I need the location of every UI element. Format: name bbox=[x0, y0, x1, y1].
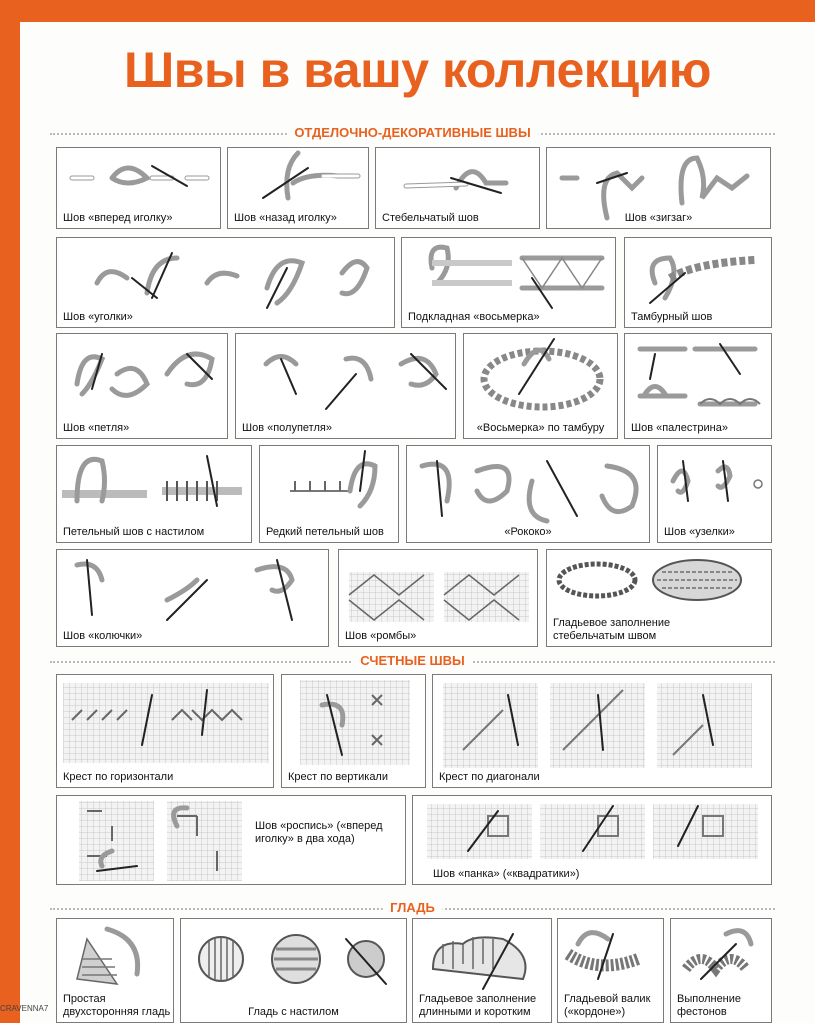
section-counted-label: СЧЕТНЫЕ ШВЫ bbox=[352, 653, 472, 669]
stitch-panel-rococo bbox=[406, 445, 650, 543]
stitch-panel-satin-simple bbox=[56, 918, 174, 1023]
stitch-panel-buttonhole-padded bbox=[56, 445, 252, 543]
top-orange-band bbox=[0, 0, 815, 22]
page-title: Швы в вашу коллекцию bbox=[124, 42, 711, 98]
stitch-caption: Петельный шов с настилом bbox=[63, 526, 205, 538]
stitch-caption: «Восьмерка» по тамбуру bbox=[476, 422, 605, 434]
left-orange-band bbox=[0, 0, 20, 1023]
stitch-panel-backstitch bbox=[227, 147, 369, 229]
stitch-caption: Шов «полупетля» bbox=[242, 422, 332, 434]
stitch-caption: Стебельчатый шов bbox=[382, 212, 479, 224]
section-decorative-label: ОТДЕЛОЧНО-ДЕКОРАТИВНЫЕ ШВЫ bbox=[286, 125, 538, 141]
stitch-panel-stem-fill bbox=[546, 549, 772, 647]
stitch-panel-figure-eight-chain bbox=[463, 333, 618, 439]
stitch-caption: Шов «зигзаг» bbox=[624, 212, 693, 224]
stitch-panel-zigzag bbox=[546, 147, 771, 229]
stitch-caption: Редкий петельный шов bbox=[266, 526, 384, 538]
section-satin-label: ГЛАДЬ bbox=[382, 900, 443, 916]
stitch-caption: «Рококо» bbox=[504, 526, 552, 538]
stitch-panel-satin-long-short bbox=[412, 918, 552, 1023]
stitch-panel-running bbox=[56, 147, 221, 229]
stitch-panel-half-loop bbox=[235, 333, 456, 439]
stitch-panel-thorns bbox=[56, 549, 329, 647]
stitch-caption: Подкладная «восьмерка» bbox=[408, 311, 540, 323]
stitch-panel-palestrina bbox=[624, 333, 772, 439]
stitch-caption: Крест по горизонтали bbox=[63, 771, 174, 783]
section-satin-header bbox=[50, 900, 775, 916]
stitch-caption: Шов «палестрина» bbox=[631, 422, 728, 434]
stitch-panel-loop bbox=[56, 333, 228, 439]
stitch-panel-knots bbox=[657, 445, 772, 543]
stitch-panel-panka bbox=[412, 795, 772, 885]
stitch-caption: Гладьевое заполнение стебельчатым швом bbox=[553, 617, 671, 642]
stitch-panel-cross-vertical bbox=[281, 674, 426, 788]
stitch-panel-satin-padded bbox=[180, 918, 407, 1023]
stitch-caption: Шов «петля» bbox=[63, 422, 130, 434]
stitch-caption: Шов «вперед иголку» bbox=[63, 212, 173, 224]
stitch-panel-diamonds bbox=[338, 549, 538, 647]
stitch-panel-chain bbox=[624, 237, 772, 328]
section-counted-header bbox=[50, 653, 775, 669]
stitch-panel-figure-eight bbox=[401, 237, 616, 328]
stitch-caption: Шов «роспись» («вперед иголку» в два хода) bbox=[255, 820, 383, 845]
stitch-caption: Гладьевой валик («кордоне») bbox=[564, 993, 651, 1018]
stitch-caption: Крест по вертикали bbox=[288, 771, 388, 783]
stitch-panel-corners bbox=[56, 237, 395, 328]
stitch-panel-holbein bbox=[56, 795, 406, 885]
stitch-caption: Шов «назад иголку» bbox=[234, 212, 337, 224]
stitch-panel-scallops bbox=[670, 918, 772, 1023]
section-decorative-header bbox=[50, 125, 775, 141]
stitch-caption: Выполнение фестонов bbox=[677, 993, 742, 1018]
stitch-panel-cross-horizontal bbox=[56, 674, 274, 788]
stitch-panel-cross-diagonal bbox=[432, 674, 772, 788]
stitch-caption: Шов «колючки» bbox=[63, 630, 143, 642]
stitch-panel-stem bbox=[375, 147, 540, 229]
stitch-caption: Шов «уголки» bbox=[63, 311, 133, 323]
stitch-caption: Гладь с настилом bbox=[248, 1006, 339, 1018]
watermark: CRAVENNA7 bbox=[0, 1004, 49, 1013]
stitch-caption: Шов «ромбы» bbox=[345, 630, 417, 642]
stitch-caption: Крест по диагонали bbox=[439, 771, 540, 783]
stitch-caption: Тамбурный шов bbox=[631, 311, 713, 323]
stitch-caption: Шов «узелки» bbox=[664, 526, 735, 538]
stitch-caption: Простая двухсторонняя гладь bbox=[63, 993, 171, 1018]
stitch-caption: Гладьевое заполнение длинными и коротким bbox=[419, 993, 537, 1018]
stitch-caption: Шов «панка» («квадратики») bbox=[433, 868, 580, 880]
stitch-panel-sparse-buttonhole bbox=[259, 445, 399, 543]
stitch-panel-satin-cordone bbox=[557, 918, 664, 1023]
